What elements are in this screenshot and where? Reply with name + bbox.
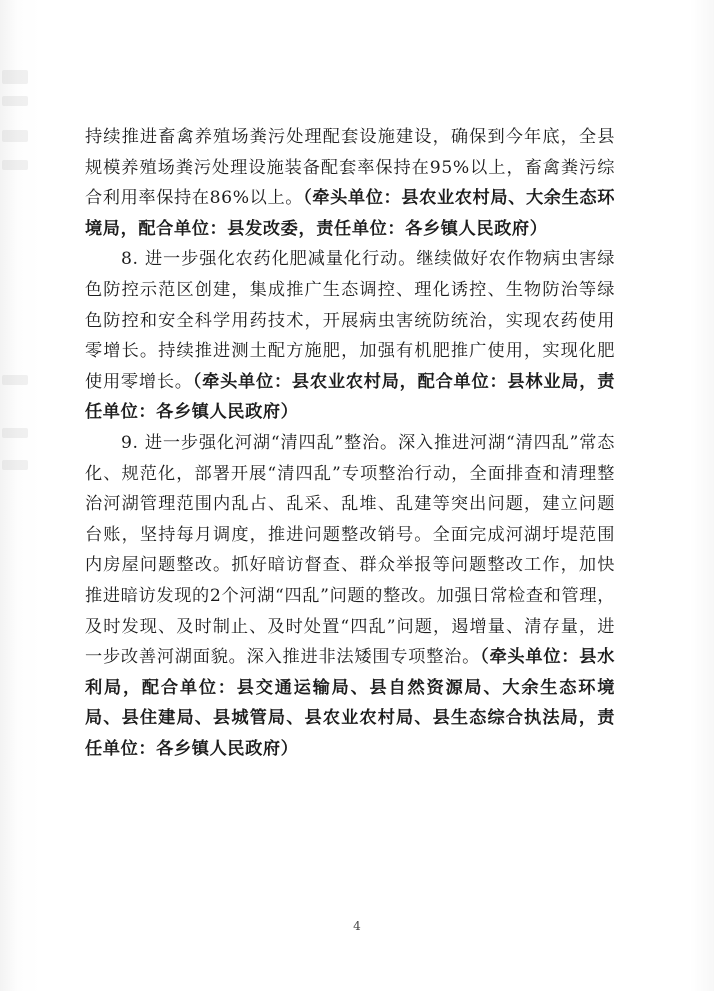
paragraph-text: 持续推进畜禽养殖场粪污处理配套设施建设，确保到今年底，全县规模养殖场粪污处理设施装备配套率保持在95%以上，畜禽粪污综合利用率保持在86%以上。: [85, 127, 615, 209]
bleed-mark: [2, 96, 28, 106]
paragraph-8: [85, 244, 615, 428]
paragraph-9: [85, 428, 615, 765]
bleed-mark: [2, 460, 28, 470]
bleed-mark: [2, 160, 28, 170]
paragraph-text: 深入推进河湖“清四乱”常态化、规范化，部署开展“清四乱”专项整治行动，全面排查和清理整治河湖管理范围内乱占、乱采、乱堆、乱建等突出问题，建立问题台账，坚持每月调度，推进问题整改销号。全面完成河湖圩堤范围内房屋问题整改。抓好暗访督查、群众举报等问题整改工作，加快推进暗访发现的2个河湖“四乱”问题的整改。加强日常检查和管理，及时发现、及时制止、及时处置“四乱”问题，遏增量、清存量，进一步改善河湖面貌。深入推进非法矮围专项整治。: [85, 432, 615, 668]
document-body: [85, 122, 615, 764]
responsible-units: （牵头单位：县水利局，配合单位：县交通运输局、县自然资源局、大余生态环境局、县住建局、县城管局、县农业农村局、县生态综合执法局，责任单位：各乡镇人民政府）: [85, 647, 616, 759]
bleed-mark: [2, 428, 28, 438]
bleed-mark: [2, 70, 28, 84]
section-heading-9: 9. 进一步强化河湖“清四乱”整治。: [121, 432, 399, 453]
paragraph-text: 继续做好农作物病虫害绿色防控示范区创建，集成推广生态调控、理化诱控、生物防治等绿色防控和安全科学用药技术，开展病虫害统防统治，实现农药使用零增长。持续推进测土配方施肥，加强有机肥推广使用，实现化肥使用零增长。: [85, 249, 615, 392]
bleed-mark: [2, 130, 28, 142]
section-heading-8: 8. 进一步强化农药化肥减量化行动。: [121, 249, 417, 270]
responsible-units: （牵头单位：县农业农村局、大余生态环境局，配合单位：县发改委，责任单位：各乡镇人民政府）: [85, 188, 615, 239]
page-number: 4: [353, 919, 361, 933]
paragraph-7-continuation: [85, 122, 615, 244]
responsible-units: （牵头单位：县农业农村局，配合单位：县林业局，责任单位：各乡镇人民政府）: [85, 371, 615, 423]
bleed-mark: [2, 375, 28, 385]
